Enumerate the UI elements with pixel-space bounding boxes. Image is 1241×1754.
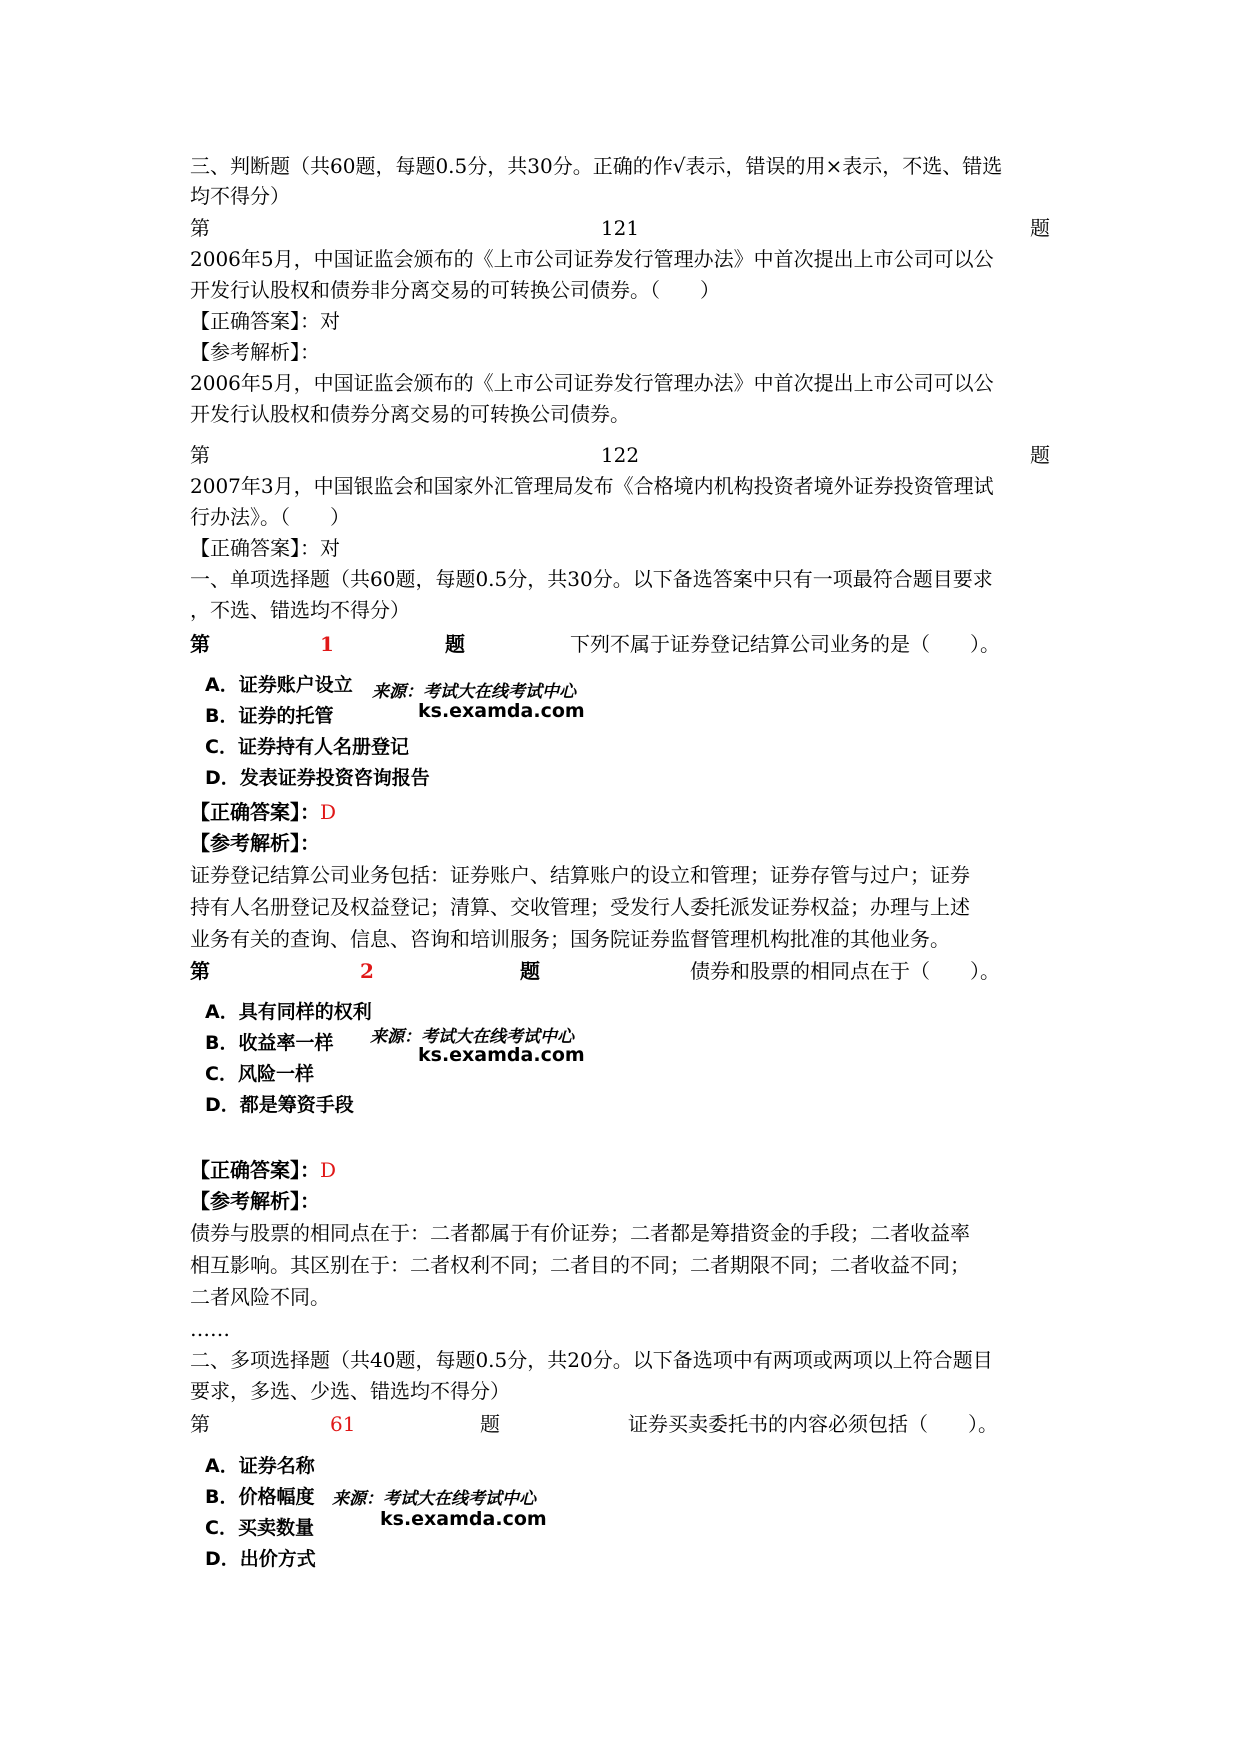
question-61-heading bbox=[190, 1408, 1050, 1440]
watermark-url: ks.examda.com bbox=[380, 1508, 547, 1530]
question-prefix: 第 bbox=[190, 632, 210, 656]
question-122-text-line1: 2007年3月，中国银监会和国家外汇管理局发布《合格境内机构投资者境外证券投资管理试 bbox=[190, 474, 994, 498]
watermark-source: 来源：考试大在线考试中心 bbox=[332, 1489, 536, 1509]
option-a: A．证券名称 bbox=[205, 1455, 315, 1477]
question-suffix: 题 bbox=[1030, 216, 1050, 240]
answer-value: 对 bbox=[320, 536, 340, 560]
question-2-analysis-line3: 二者风险不同。 bbox=[190, 1285, 330, 1309]
judge-section-header-line2: 均不得分） bbox=[190, 184, 290, 208]
question-121-analysis-line2: 开发行认股权和债券分离交易的可转换公司债券。 bbox=[190, 402, 630, 426]
option-a: A．证券账户设立 bbox=[205, 674, 353, 696]
question-1-heading bbox=[190, 628, 1050, 660]
question-prefix: 第 bbox=[190, 443, 210, 467]
option-c: C．证券持有人名册登记 bbox=[205, 736, 409, 758]
question-2-analysis-line1: 债券与股票的相同点在于：二者都属于有价证券；二者都是筹措资金的手段；二者收益率 bbox=[190, 1221, 970, 1245]
question-122-heading bbox=[190, 439, 1050, 471]
question-1-analysis-line3: 业务有关的查询、信息、咨询和培训服务；国务院证券监督管理机构批准的其他业务。 bbox=[190, 927, 950, 951]
answer-value: D bbox=[320, 1158, 337, 1182]
watermark-source: 来源：考试大在线考试中心 bbox=[372, 682, 576, 702]
answer-label: 【正确答案】： bbox=[190, 1158, 320, 1182]
question-number: 121 bbox=[600, 216, 640, 240]
question-121-analysis-line1: 2006年5月，中国证监会颁布的《上市公司证券发行管理办法》中首次提出上市公司可以公 bbox=[190, 371, 994, 395]
option-b: B．证券的托管 bbox=[205, 705, 334, 727]
multi-section-header-line1: 二、多项选择题（共40题，每题0.5分，共20分。以下备选项中有两项或两项以上符合题目 bbox=[190, 1348, 993, 1372]
question-prefix: 第 bbox=[190, 1412, 210, 1436]
question-number: 122 bbox=[600, 443, 640, 467]
question-number: 61 bbox=[330, 1412, 356, 1436]
answer-value: 对 bbox=[320, 309, 340, 333]
option-a: A．具有同样的权利 bbox=[205, 1001, 372, 1023]
answer-label: 【正确答案】： bbox=[190, 800, 320, 824]
answer-label: 【正确答案】： bbox=[190, 309, 320, 333]
answer-label: 【正确答案】： bbox=[190, 536, 320, 560]
question-121-answer bbox=[190, 305, 1050, 337]
question-prefix: 第 bbox=[190, 216, 210, 240]
question-number: 2 bbox=[360, 959, 374, 983]
ellipsis: …… bbox=[190, 1317, 230, 1341]
question-suffix: 题 bbox=[480, 1412, 500, 1436]
watermark-url: ks.examda.com bbox=[418, 1044, 585, 1066]
question-suffix: 题 bbox=[445, 632, 465, 656]
question-2-analysis-label: 【参考解析】： bbox=[190, 1189, 320, 1213]
question-1-analysis-line2: 持有人名册登记及权益登记；清算、交收管理；受发行人委托派发证券权益；办理与上述 bbox=[190, 895, 970, 919]
option-d: D．都是筹资手段 bbox=[205, 1094, 354, 1116]
question-suffix: 题 bbox=[520, 959, 540, 983]
question-number: 1 bbox=[320, 632, 334, 656]
question-122-answer bbox=[190, 532, 1050, 564]
watermark-url: ks.examda.com bbox=[418, 700, 585, 722]
option-b: B．价格幅度 bbox=[205, 1486, 315, 1508]
judge-section-header-line1: 三、判断题（共60题，每题0.5分，共30分。正确的作√表示，错误的用×表示，不选、错选 bbox=[190, 154, 1003, 178]
question-1-analysis-line1: 证券登记结算公司业务包括：证券账户、结算账户的设立和管理；证券存管与过户；证券 bbox=[190, 863, 970, 887]
answer-value: D bbox=[320, 800, 337, 824]
question-text: 证券买卖委托书的内容必须包括（ ）。 bbox=[628, 1412, 998, 1436]
multi-section-header-line2: 要求，多选、少选、错选均不得分） bbox=[190, 1379, 510, 1403]
question-121-text-line1: 2006年5月，中国证监会颁布的《上市公司证券发行管理办法》中首次提出上市公司可以公 bbox=[190, 247, 994, 271]
question-1-answer bbox=[190, 796, 1050, 828]
question-text: 下列不属于证券登记结算公司业务的是（ ）。 bbox=[570, 632, 1000, 656]
question-suffix: 题 bbox=[1030, 443, 1050, 467]
question-122-text-line2: 行办法》。（ ） bbox=[190, 505, 350, 529]
single-section-header-line1: 一、单项选择题（共60题，每题0.5分，共30分。以下备选答案中只有一项最符合题目要求 bbox=[190, 567, 993, 591]
question-prefix: 第 bbox=[190, 959, 210, 983]
question-121-text-line2: 开发行认股权和债券非分离交易的可转换公司债券。（ ） bbox=[190, 278, 720, 302]
option-d: D．发表证券投资咨询报告 bbox=[205, 767, 430, 789]
option-d: D．出价方式 bbox=[205, 1548, 316, 1570]
question-2-options bbox=[205, 997, 372, 1121]
option-c: C．风险一样 bbox=[205, 1063, 314, 1085]
question-121-heading bbox=[190, 212, 1050, 244]
option-b: B．收益率一样 bbox=[205, 1032, 334, 1054]
single-section-header-line2: ，不选、错选均不得分） bbox=[190, 598, 410, 622]
question-2-heading bbox=[190, 955, 1050, 987]
question-1-analysis-label: 【参考解析】： bbox=[190, 831, 320, 855]
question-2-analysis-line2: 相互影响。其区别在于：二者权利不同；二者目的不同；二者期限不同；二者收益不同； bbox=[190, 1253, 970, 1277]
question-121-analysis-label: 【参考解析】： bbox=[190, 340, 320, 364]
question-2-answer bbox=[190, 1154, 1050, 1186]
option-c: C．买卖数量 bbox=[205, 1517, 314, 1539]
question-61-options bbox=[205, 1451, 316, 1575]
watermark-source: 来源：考试大在线考试中心 bbox=[370, 1027, 574, 1047]
question-text: 债券和股票的相同点在于（ ）。 bbox=[690, 959, 1000, 983]
